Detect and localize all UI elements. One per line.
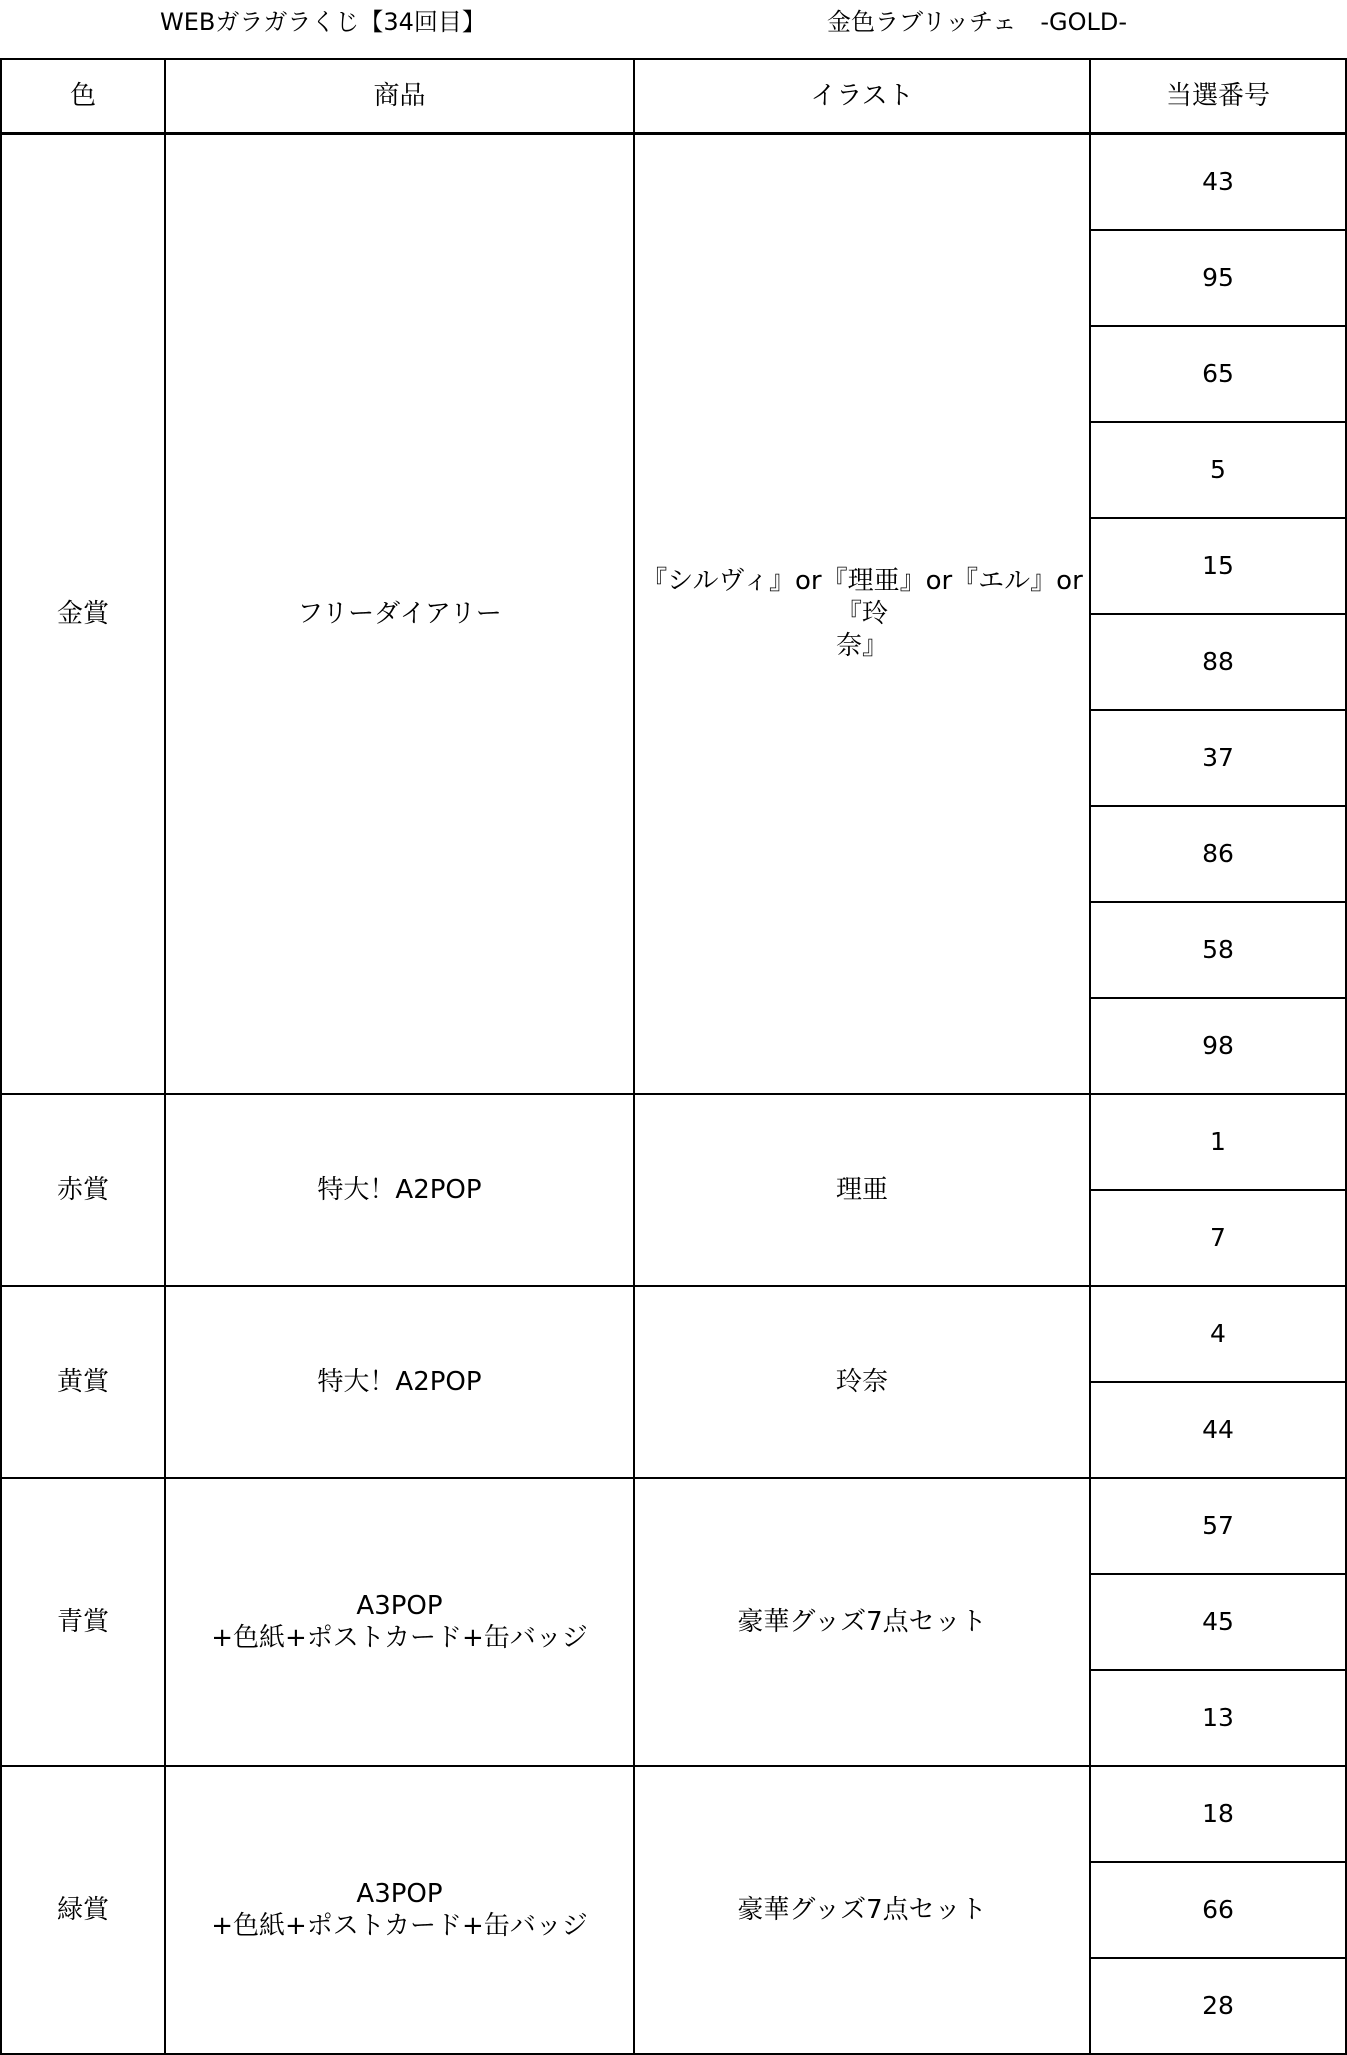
column-header-illustration: イラスト — [634, 59, 1090, 134]
prize-item-line: フリーダイアリー — [297, 598, 502, 629]
table-header-row — [1, 59, 1346, 134]
prize-illustration — [634, 134, 1090, 1095]
column-header-winning-number: 当選番号 — [1090, 59, 1346, 134]
winning-number: 44 — [1090, 1382, 1346, 1478]
winning-number: 98 — [1090, 998, 1346, 1094]
winning-number: 65 — [1090, 326, 1346, 422]
prize-item-line: 特大！A2POP — [317, 1174, 482, 1205]
column-header-item: 商品 — [165, 59, 634, 134]
prize-item-line: 特大！A2POP — [317, 1366, 482, 1397]
winning-number: 4 — [1090, 1286, 1346, 1382]
winning-number: 18 — [1090, 1766, 1346, 1862]
winning-number: 15 — [1090, 518, 1346, 614]
winning-number: 86 — [1090, 806, 1346, 902]
winning-number: 13 — [1090, 1670, 1346, 1766]
prize-item — [165, 134, 634, 1095]
prize-item-line: A3POP — [356, 1590, 443, 1621]
prize-color: 黄賞 — [1, 1286, 165, 1478]
winning-number: 95 — [1090, 230, 1346, 326]
prize-illustration — [634, 1478, 1090, 1766]
winning-number: 28 — [1090, 1958, 1346, 2054]
prize-color: 青賞 — [1, 1478, 165, 1766]
prize-color: 緑賞 — [1, 1766, 165, 2054]
table-row — [1, 1286, 1346, 1382]
event-title: WEBガラガラくじ【34回目】 — [160, 8, 486, 36]
prize-item — [165, 1094, 634, 1286]
winning-number: 45 — [1090, 1574, 1346, 1670]
prize-item-line: +色紙+ポストカード+缶バッジ — [211, 1623, 588, 1653]
prize-item — [165, 1766, 634, 2054]
table-row — [1, 1478, 1346, 1574]
prize-color: 赤賞 — [1, 1094, 165, 1286]
winning-number: 1 — [1090, 1094, 1346, 1190]
column-header-color: 色 — [1, 59, 165, 134]
winning-number: 66 — [1090, 1862, 1346, 1958]
prize-illustration-line: 玲奈 — [835, 1366, 888, 1397]
prize-illustration-line: 豪華グッズ7点セット — [737, 1894, 987, 1925]
prize-illustration-line: 奈』 — [835, 631, 888, 662]
winning-number: 57 — [1090, 1478, 1346, 1574]
prize-item — [165, 1286, 634, 1478]
winning-number: 88 — [1090, 614, 1346, 710]
product-title: 金色ラブリッチェ -GOLD- — [827, 8, 1128, 36]
winning-number: 43 — [1090, 134, 1346, 231]
prize-illustration-line: 豪華グッズ7点セット — [737, 1606, 987, 1637]
prize-item-line: +色紙+ポストカード+缶バッジ — [211, 1911, 588, 1941]
prize-illustration — [634, 1094, 1090, 1286]
table-row — [1, 134, 1346, 231]
winning-number: 7 — [1090, 1190, 1346, 1286]
table-row — [1, 1766, 1346, 1862]
prize-illustration-line: 理亜 — [835, 1174, 888, 1205]
prize-item — [165, 1478, 634, 1766]
prize-item-line: A3POP — [356, 1878, 443, 1909]
prize-illustration — [634, 1766, 1090, 2054]
winning-number: 37 — [1090, 710, 1346, 806]
prize-illustration-line: 『シルヴィ』or『理亜』or『エル』or『玲 — [641, 566, 1083, 629]
winning-number: 5 — [1090, 422, 1346, 518]
table-row — [1, 1094, 1346, 1190]
prize-color: 金賞 — [1, 134, 165, 1095]
winning-numbers-table — [0, 58, 1347, 2055]
prize-illustration — [634, 1286, 1090, 1478]
winning-number: 58 — [1090, 902, 1346, 998]
